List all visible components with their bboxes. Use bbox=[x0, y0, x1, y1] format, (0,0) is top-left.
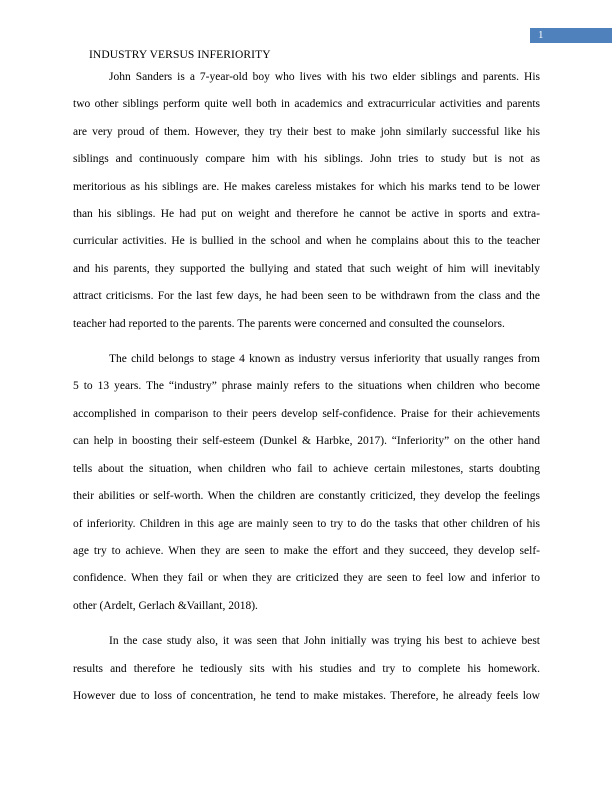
paragraph-1 bbox=[73, 64, 540, 338]
text-line: are very proud of them. However, they try their best to make john similarly successful like his bbox=[73, 125, 540, 138]
text-line: In the case study also, it was seen that John initially was trying his best to achieve best bbox=[109, 635, 540, 648]
text-line: accomplished in comparison to their peers develop self-confidence. Praise for their achievements bbox=[73, 407, 540, 420]
text-line: The child belongs to stage 4 known as industry versus inferiority that usually ranges from bbox=[109, 353, 540, 366]
text-line: teacher had reported to the parents. The parents were concerned and consulted the counselors. bbox=[73, 317, 505, 330]
paragraph-3 bbox=[73, 628, 540, 710]
text-line: two other siblings perform quite well both in academics and extracurricular activities and parents bbox=[73, 98, 540, 111]
text-line: age try to achieve. When they are seen to make the effort and they succeed, they develop self- bbox=[73, 544, 540, 557]
text-line: confidence. When they fail or when they are criticized they are seen to feel low and inferior to bbox=[73, 572, 540, 585]
text-line: than his siblings. He had put on weight and therefore he cannot be active in sports and extra- bbox=[73, 208, 540, 221]
text-line: attract criticisms. For the last few days, he had been seen to be withdrawn from the class and the bbox=[73, 290, 540, 303]
text-line: tells about the situation, when children who fail to achieve certain milestones, starts doubting bbox=[73, 462, 540, 475]
text-line: 5 to 13 years. The “industry” phrase mainly refers to the situations when children who become bbox=[73, 380, 540, 393]
text-line: of inferiority. Children in this age are mainly seen to try to do the tasks that other children of his bbox=[73, 517, 540, 530]
paragraph-2 bbox=[73, 346, 540, 620]
running-head: INDUSTRY VERSUS INFERIORITY bbox=[89, 49, 271, 61]
text-line: However due to loss of concentration, he tend to make mistakes. Therefore, he already feels low bbox=[73, 689, 540, 702]
text-line: can help in boosting their self-esteem (Dunkel & Harbke, 2017). “Inferiority” on the other hand bbox=[73, 435, 540, 448]
text-line: John Sanders is a 7-year-old boy who lives with his two elder siblings and parents. His bbox=[109, 71, 540, 83]
text-line: results and therefore he tediously sits with his studies and try to complete his homework. bbox=[73, 662, 540, 675]
text-line: other (Ardelt, Gerlach &Vaillant, 2018). bbox=[73, 599, 258, 612]
text-line: their abilities or self-worth. When the children are constantly criticized, they develop the feelings bbox=[73, 490, 540, 503]
page-number: 1 bbox=[538, 29, 544, 41]
document-body bbox=[73, 64, 540, 718]
text-line: siblings and continuously compare him with his siblings. John tries to study but is not as bbox=[73, 153, 540, 166]
text-line: and his parents, they supported the bullying and stated that such weight of him will inevitably bbox=[73, 262, 540, 275]
text-line: curricular activities. He is bullied in the school and when he complains about this to the teacher bbox=[73, 235, 540, 248]
page-number-box bbox=[530, 28, 612, 43]
text-line: meritorious as his siblings are. He makes careless mistakes for which his marks tend to be lower bbox=[73, 180, 540, 193]
